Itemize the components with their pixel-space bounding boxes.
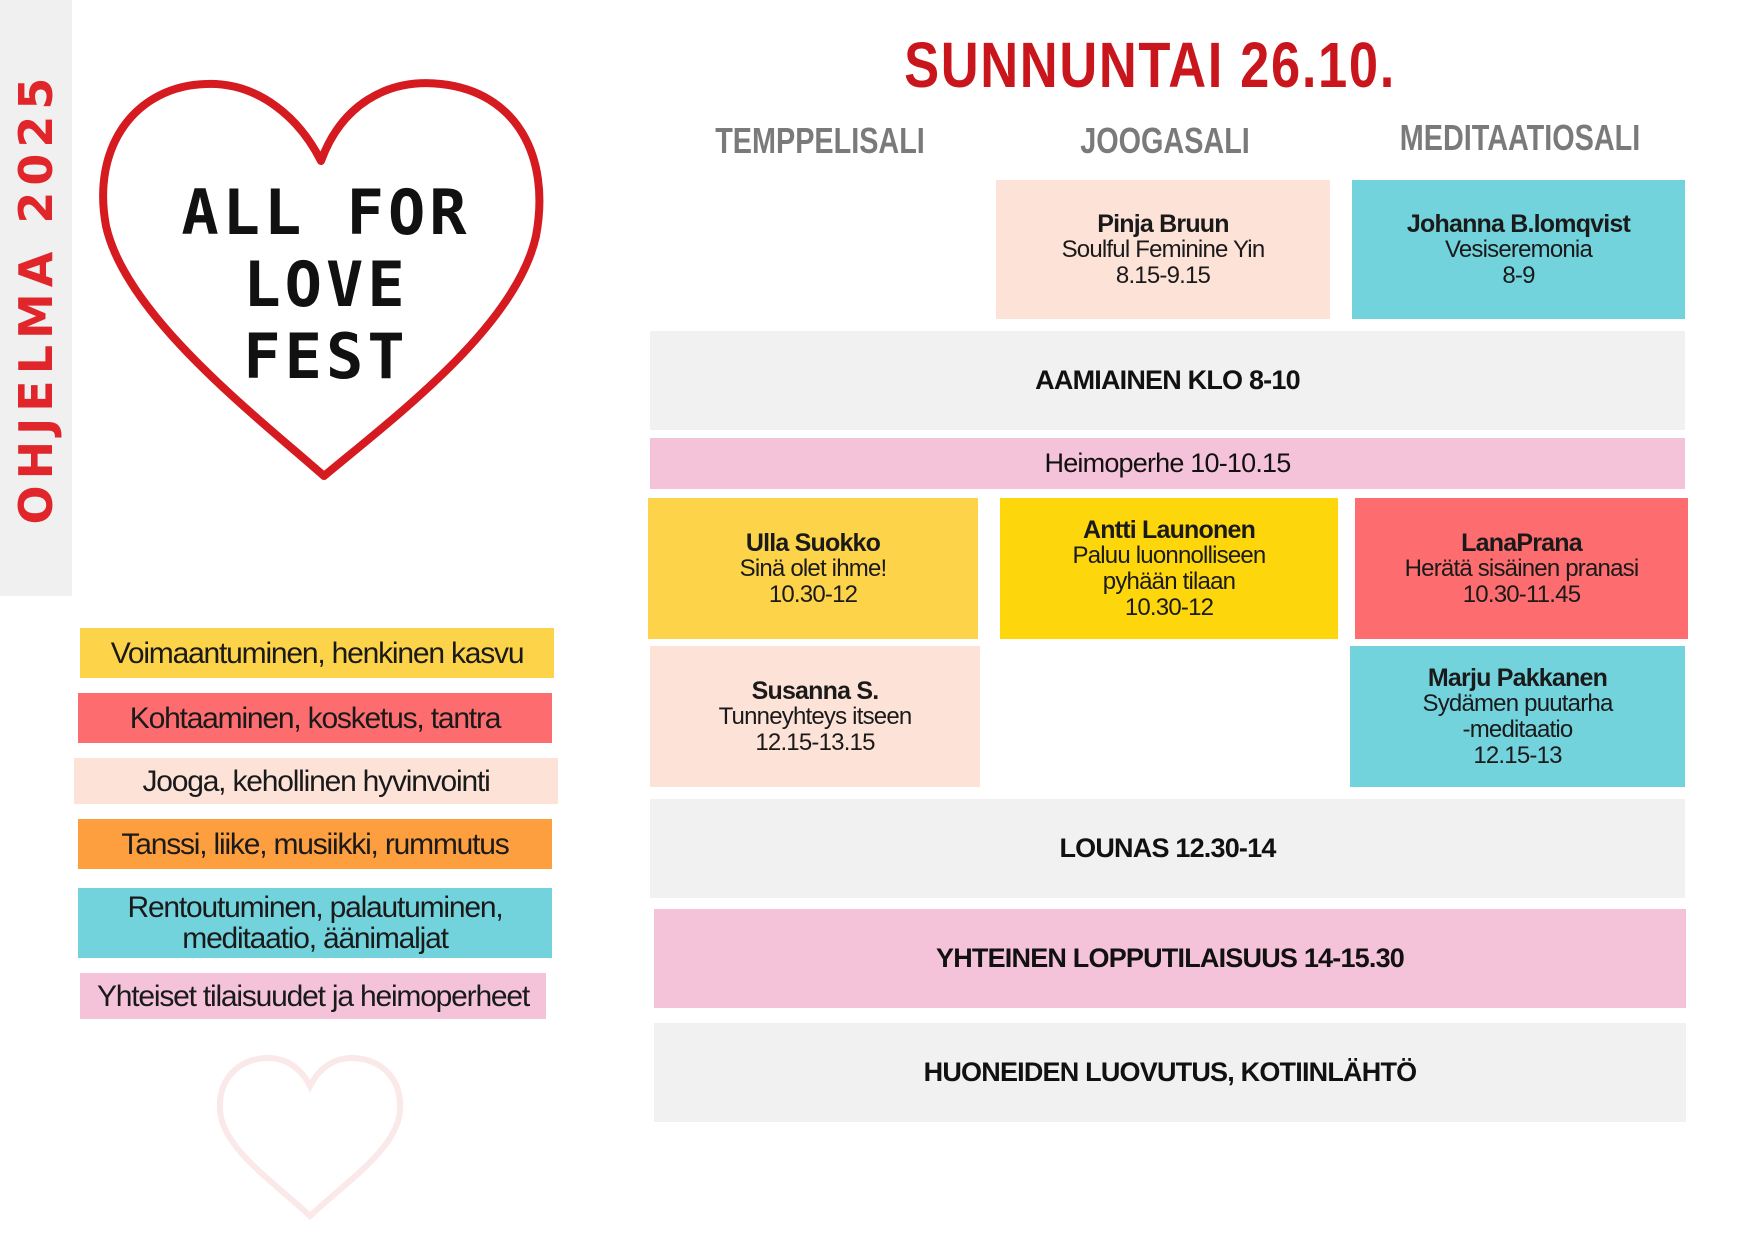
session-time: 8.15-9.15 [1115, 261, 1211, 289]
session-host: Antti Launonen [1082, 515, 1256, 544]
session-host: Pinja Bruun [1097, 209, 1229, 238]
session-host: Marju Pakkanen [1427, 663, 1608, 692]
session-title-cont: pyhään tilaan [1102, 567, 1236, 595]
legend-label: Kohtaaminen, kosketus, tantra [129, 701, 501, 735]
session-time: 10.30-12 [768, 580, 858, 608]
decorative-heart-icon [214, 1052, 406, 1224]
session-time: 12.15-13.15 [755, 728, 875, 756]
session-title: Soulful Feminine Yin [1061, 235, 1265, 263]
legend-label: Rentoutuminen, palautuminen, [127, 891, 503, 924]
session-title: Sydämen puutarha [1422, 689, 1613, 717]
session-ulla-suokko [648, 498, 978, 639]
session-lanaprana [1355, 498, 1688, 639]
session-johanna [1352, 180, 1685, 319]
band-label: AAMIAINEN KLO 8-10 [1035, 365, 1300, 395]
band-label: HUONEIDEN LUOVUTUS, KOTIINLÄHTÖ [923, 1057, 1417, 1087]
day-title: SUNNUNTAI 26.10. [904, 29, 1396, 101]
session-host: LanaPrana [1461, 528, 1582, 557]
legend-label: meditaatio, äänimaljat [182, 922, 448, 955]
session-susanna [650, 646, 980, 787]
band-checkout [654, 1023, 1686, 1122]
logo-line-1: ALL FOR [181, 176, 471, 249]
room-header-yoga: JOOGASALI [1080, 120, 1250, 161]
session-title: Sinä olet ihme! [739, 554, 887, 582]
session-host: Ulla Suokko [745, 528, 881, 557]
session-title: Herätä sisäinen pranasi [1404, 554, 1639, 582]
room-header-temple: TEMPPELISALI [715, 120, 925, 161]
side-label: OHJELMA 2025 [9, 71, 63, 525]
session-host: Susanna S. [751, 676, 879, 705]
session-time: 10.30-11.45 [1462, 580, 1581, 608]
session-title: Tunneyhteys itseen [718, 702, 912, 730]
legend-item-yoga [74, 758, 558, 804]
session-title: Vesiseremonia [1444, 235, 1593, 263]
session-time: 12.15-13 [1473, 741, 1562, 769]
band-breakfast [650, 331, 1685, 430]
band-label: YHTEINEN LOPPUTILAISUUS 14-15.30 [935, 943, 1405, 973]
session-time: 10.30-12 [1124, 593, 1214, 621]
legend-label: Tanssi, liike, musiikki, rummutus [121, 827, 509, 861]
session-time: 8-9 [1502, 261, 1535, 289]
logo-line-2: LOVE [243, 248, 409, 321]
band-tribe-family [650, 438, 1685, 489]
band-label: LOUNAS 12.30-14 [1059, 833, 1276, 863]
legend-label: Jooga, kehollinen hyvinvointi [142, 764, 490, 798]
band-closing-ceremony [654, 909, 1686, 1008]
session-marju-pakkanen [1350, 646, 1685, 787]
logo-line-3: FEST [243, 320, 409, 393]
band-lunch [650, 799, 1685, 898]
session-antti-launonen [1000, 498, 1338, 639]
band-label: Heimoperhe 10-10.15 [1044, 448, 1291, 478]
legend-item-touch [78, 693, 552, 743]
legend-item-relaxation [78, 888, 552, 958]
legend-item-community [80, 973, 546, 1019]
side-ribbon [0, 0, 72, 596]
session-title: Paluu luonnolliseen [1072, 541, 1266, 569]
legend-label: Voimaantuminen, henkinen kasvu [110, 636, 524, 670]
festival-logo [96, 76, 556, 496]
legend-label: Yhteiset tilaisuudet ja heimoperheet [96, 979, 530, 1013]
legend-item-dance [78, 819, 552, 869]
session-host: Johanna B.lomqvist [1406, 209, 1631, 238]
legend-item-empowerment [80, 628, 554, 678]
room-header-meditation: MEDITAATIOSALI [1399, 117, 1641, 158]
session-pinja-bruun [996, 180, 1330, 319]
session-title-cont: -meditaatio [1462, 715, 1573, 743]
